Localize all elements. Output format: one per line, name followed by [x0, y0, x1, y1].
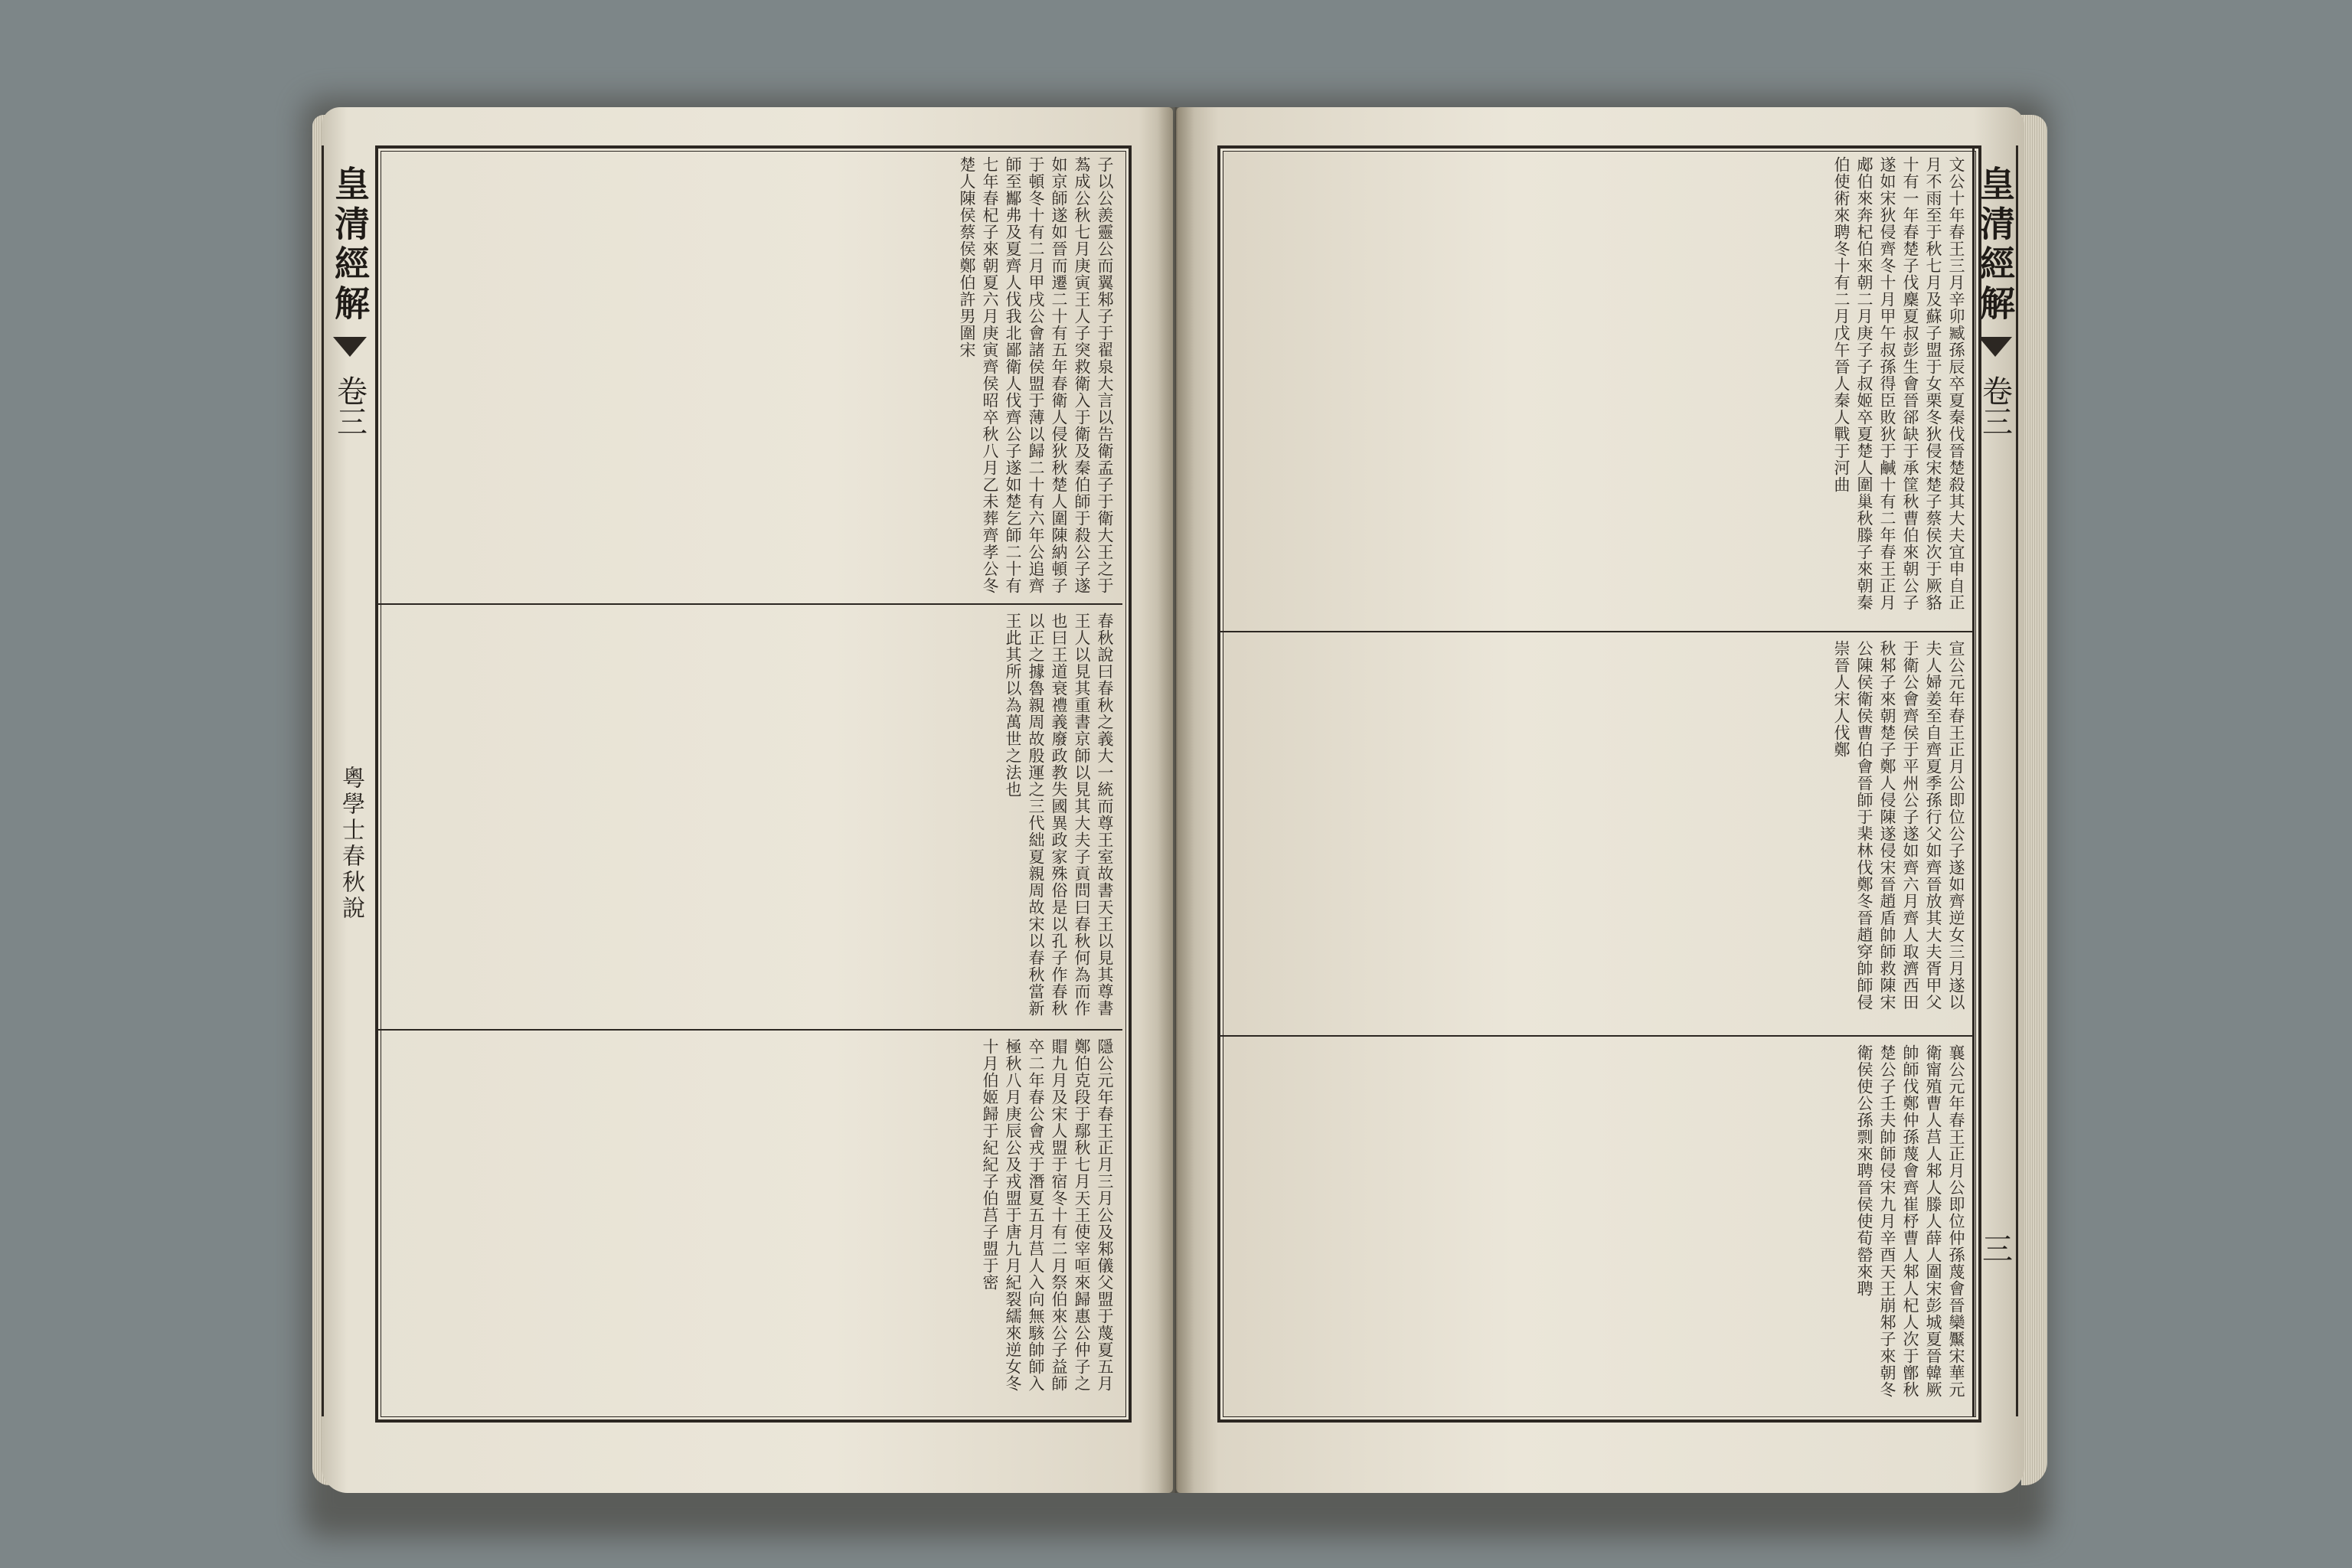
- right-spine-column: [1972, 145, 2018, 1416]
- volume-label-left: 卷三: [332, 375, 368, 436]
- right-band-divider-2: [1220, 1035, 1972, 1037]
- fishtail-mark-icon-right: [1978, 337, 2012, 357]
- right-band-middle: 宣公元年春王正月公即位公子遂如齊逆女三月遂以夫人婦姜至自齊夏季孫行父如齊晉放其大夫胥甲父于衛公會齊侯于平州公子遂如齊六月齊人取濟西田秋邾子來朝楚子鄭人侵陳遂侵宋晉趙盾帥師救陳宋公陳侯衛侯曹伯會晉師于棐林伐鄭冬晉趙穿帥師侵崇晉人宋人伐鄭: [1832, 640, 1965, 1011]
- fishtail-mark-icon: [333, 337, 367, 357]
- left-band-divider-1: [378, 603, 1122, 605]
- page-number: 三: [1977, 1233, 2013, 1263]
- right-band-top: 文公十年春王三月辛卯臧孫辰卒夏秦伐晉楚殺其大夫宜申自正月不雨至于秋七月及蘇子盟于女栗冬狄侵宋楚子蔡侯次于厥貉十有一年春楚子伐麇夏叔彭生會晉郤缺于承筐秋曹伯來朝公子遂如宋狄侵齊冬十月甲午叔孫得臣敗狄于鹹十有二年春王正月郕伯來奔杞伯來朝二月庚子子叔姬卒夏楚人圍巢秋滕子來朝秦伯使術來聘冬十有二月戊午晉人秦人戰于河曲: [1832, 156, 1965, 611]
- left-band-divider-2: [378, 1029, 1122, 1031]
- left-band-bottom: 隱公元年春王正月三月公及邾儀父盟于蔑夏五月鄭伯克段于鄢秋七月天王使宰咺來歸惠公仲子之賵九月及宋人盟于宿冬十有二月祭伯來公子益師卒二年春公會戎于潛夏五月莒人入向無駭帥師入極秋八月庚辰公及戎盟于唐九月紀裂繻來逆女冬十月伯姬歸于紀紀子伯莒子盟于密: [981, 1038, 1114, 1392]
- right-page-edges: [2021, 115, 2047, 1485]
- left-band-middle: 春秋說曰春秋之義大一統而尊王室故書天王以見其尊書王人以見其重書京師以見其大夫子貢問曰春秋何為而作也曰王道衰禮義廢政教失國異政家殊俗是以孔子作春秋以正之據魯親周故殷運之三代絀夏親周故宋以春秋當新王此其所以為萬世之法也: [1004, 612, 1114, 1017]
- volume-label-right: 卷三: [1977, 375, 2013, 436]
- right-band-bottom: 襄公元年春王正月公即位仲孫蔑會晉欒黶宋華元衛甯殖曹人莒人邾人滕人薛人圍宋彭城夏晉韓厥帥師伐鄭仲孫蔑會齊崔杼曹人邾人杞人次于鄫秋楚公子壬夫帥師侵宋九月辛酉天王崩邾子來朝冬衛侯使公孫剽來聘晉侯使荀罃來聘: [1855, 1044, 1965, 1398]
- book-title-right: 皇清經解: [1975, 165, 2016, 325]
- publisher-label: 粵學士春秋說: [338, 766, 364, 922]
- right-band-divider-1: [1220, 631, 1972, 632]
- book-title-left: 皇清經解: [329, 165, 371, 325]
- left-band-top: 子以公羨靈公而翼邾子于翟泉大言以告衛孟子于衛大王之于蒍成公秋七月庚寅王人子突救衛入于衛及秦伯師于殺公子遂如京師遂如晉而遷二十有五年春衛人侵狄秋楚人圍陳納頓子于頓冬十有二月甲戌公會諸侯盟于薄以歸二十有六年公追齊師至酅弗及夏齊人伐我北鄙衛人伐齊公子遂如楚乞師二十有七年春杞子來朝夏六月庚寅齊侯昭卒秋八月乙未葬齊孝公冬楚人陳侯蔡侯鄭伯許男圍宋: [958, 156, 1114, 594]
